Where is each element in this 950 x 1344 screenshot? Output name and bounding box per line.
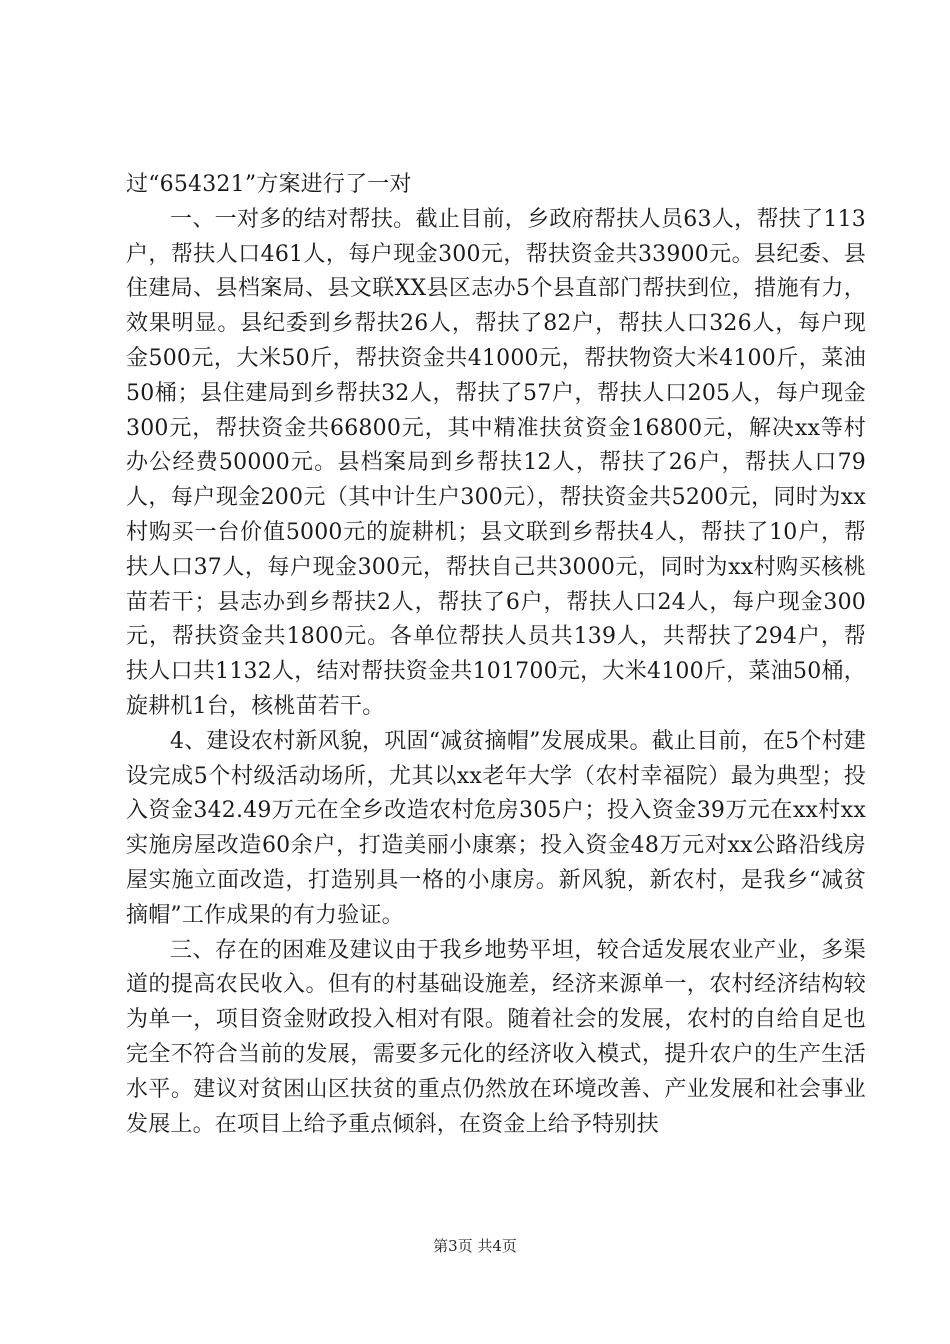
page-footer: 第3页 共4页 bbox=[433, 1237, 517, 1255]
paragraph-difficulties-suggestions: 三、存在的困难及建议由于我乡地势平坦，较合适发展农业产业，多渠道的提高农民收入。但有的村基础设施差，经济来源单一，农村经济结构较为单一，项目资金财政投入相对有限。随着社会的发展，农村的自给自足也完全不符合当前的发展，需要多元化的经济收入模式，提升农户的生产生活水平。建议对贫困山区扶贫的重点仍然放在环境改善、产业发展和社会事业发展上。在项目上给予重点倾斜，在资金上给予特别扶 bbox=[126, 937, 866, 1137]
paragraph-pairing-assistance: 一、一对多的结对帮扶。截止目前，乡政府帮扶人员63人，帮扶了113户，帮扶人口461人，每户现金300元，帮扶资金共33900元。县纪委、县住建局、县档案局、县文联XX县区志办5个县直部门帮扶到位，措施有力，效果明显。县纪委到乡帮扶26人，帮扶了82户，帮扶人口326人，每户现金500元，大米50斤，帮扶资金共41000元，帮扶物资大米4100斤，菜油50桶；县住建局到乡帮扶32人，帮扶了57户，帮扶人口205人，每户现金300元，帮扶资金共66800元，其中精准扶贫资金16800元，解决xx等村办公经费50000元。县档案局到乡帮扶12人，帮扶了26户，帮扶人口79人，每户现金200元（其中计生户300元），帮扶资金共5200元，同时为xx村购买一台价值5000元的旋耕机；县文联到乡帮扶4人，帮扶了10户，帮扶人口37人，每户现金300元，帮扶自己共3000元，同时为xx村购买核桃苗若干；县志办到乡帮扶2人，帮扶了6户，帮扶人口24人，每户现金300元，帮扶资金共1800元。各单位帮扶人员共139人，共帮扶了294户，帮扶人口共1132人，结对帮扶资金共101700元，大米4100斤，菜油50桶，旋耕机1台，核桃苗若干。 bbox=[126, 206, 866, 719]
paragraph-continuation: 过“654321”方案进行了一对 bbox=[126, 172, 412, 197]
paragraph-rural-construction: 4、建设农村新风貌，巩固“减贫摘帽”发展成果。截止目前，在5个村建设完成5个村级活动场所，尤其以xx老年大学（农村幸福院）最为典型；投入资金342.49万元在全乡改造农村危房305户；投入资金39万元在xx村xx实施房屋改造60余户，打造美丽小康寨；投入资金48万元对xx公路沿线房屋实施立面改造，打造别具一格的小康房。新风貌，新农村，是我乡“减贫摘帽”工作成果的有力验证。 bbox=[126, 728, 866, 928]
document-body bbox=[126, 168, 866, 1142]
